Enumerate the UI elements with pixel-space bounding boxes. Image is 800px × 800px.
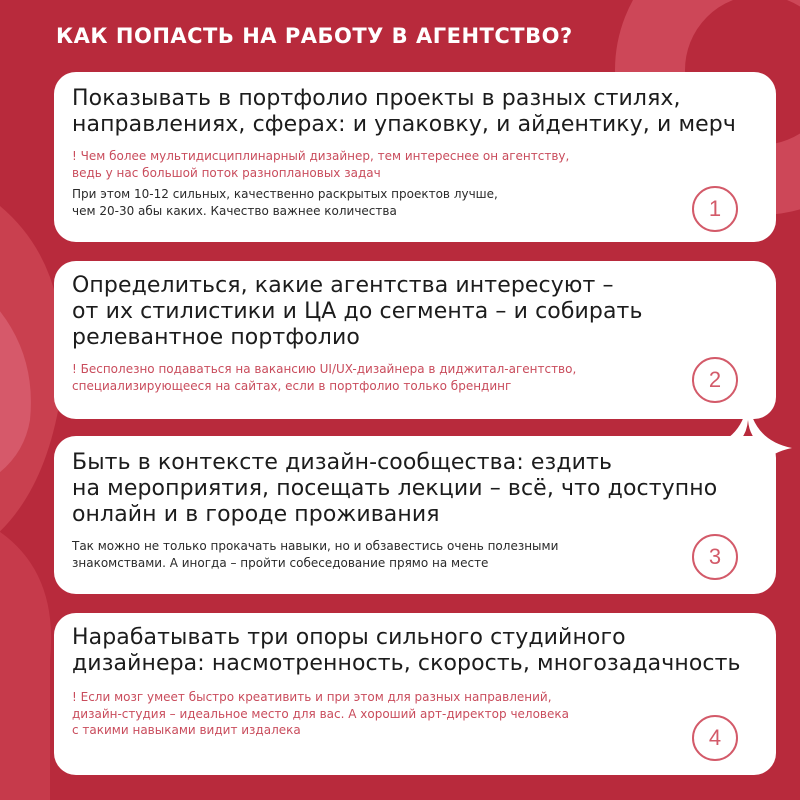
body-line: При этом 10-12 сильных, качественно раскрытых проектов лучше,	[72, 187, 498, 201]
body-line: чем 20-30 абы каких. Качество важнее количества	[72, 203, 397, 218]
heading-line: направлениях, сферах: и упаковку, и айдентику, и мерч	[72, 112, 736, 137]
tip-note	[72, 361, 696, 394]
note-line: с такими навыками видит издалека	[72, 723, 301, 737]
tip-body	[72, 538, 696, 571]
heading-line: Определиться, какие агентства интересуют –	[72, 273, 614, 298]
heading-line: на мероприятия, посещать лекции – всё, что доступно	[72, 476, 718, 501]
note-line: ведь у нас большой поток разноплановых задач	[72, 165, 381, 180]
heading-line: от их стилистики и ЦА до сегмента – и собирать	[72, 299, 643, 324]
note-line: ! Бесполезно подаваться на вакансию UI/UX-дизайнера в диджитал-агентство,	[72, 362, 577, 376]
tip-card-2	[54, 261, 776, 419]
note-line: специализирующееся на сайтах, если в портфолио только брендинг	[72, 378, 512, 393]
heading-line: дизайнера: насмотренность, скорость, многозадачность	[72, 651, 741, 676]
step-number-badge: 1	[692, 186, 738, 232]
heading-line: релевантное портфолио	[72, 325, 360, 350]
tip-heading	[72, 450, 762, 528]
body-line: знакомствами. А иногда – пройти собеседование прямо на месте	[72, 555, 489, 570]
tip-note	[72, 689, 696, 739]
page-title: КАК ПОПАСТЬ НА РАБОТУ В АГЕНТСТВО?	[56, 24, 573, 48]
note-line: дизайн-студия – идеальное место для вас. А хороший арт-директор человека	[72, 706, 569, 721]
step-number-badge: 3	[692, 534, 738, 580]
heading-line: Быть в контексте дизайн-сообщества: ездить	[72, 450, 613, 475]
tip-card-4	[54, 613, 776, 775]
body-line: Так можно не только прокачать навыки, но и обзавестись очень полезными	[72, 539, 559, 553]
heading-line: Нарабатывать три опоры сильного студийного	[72, 625, 626, 650]
tip-heading	[72, 625, 762, 677]
tip-heading	[72, 273, 762, 351]
step-number-badge: 2	[692, 357, 738, 403]
note-line: ! Если мозг умеет быстро креативить и при этом для разных направлений,	[72, 690, 552, 704]
tip-body	[72, 186, 696, 219]
tip-card-1	[54, 72, 776, 242]
tip-note	[72, 148, 696, 181]
note-line: ! Чем более мультидисциплинарный дизайнер, тем интереснее он агентству,	[72, 149, 570, 163]
step-number-badge: 4	[692, 715, 738, 761]
heading-line: Показывать в портфолио проекты в разных стилях,	[72, 86, 681, 111]
heading-line: онлайн и в городе проживания	[72, 502, 440, 527]
tip-card-3	[54, 436, 776, 594]
tip-heading	[72, 86, 762, 138]
